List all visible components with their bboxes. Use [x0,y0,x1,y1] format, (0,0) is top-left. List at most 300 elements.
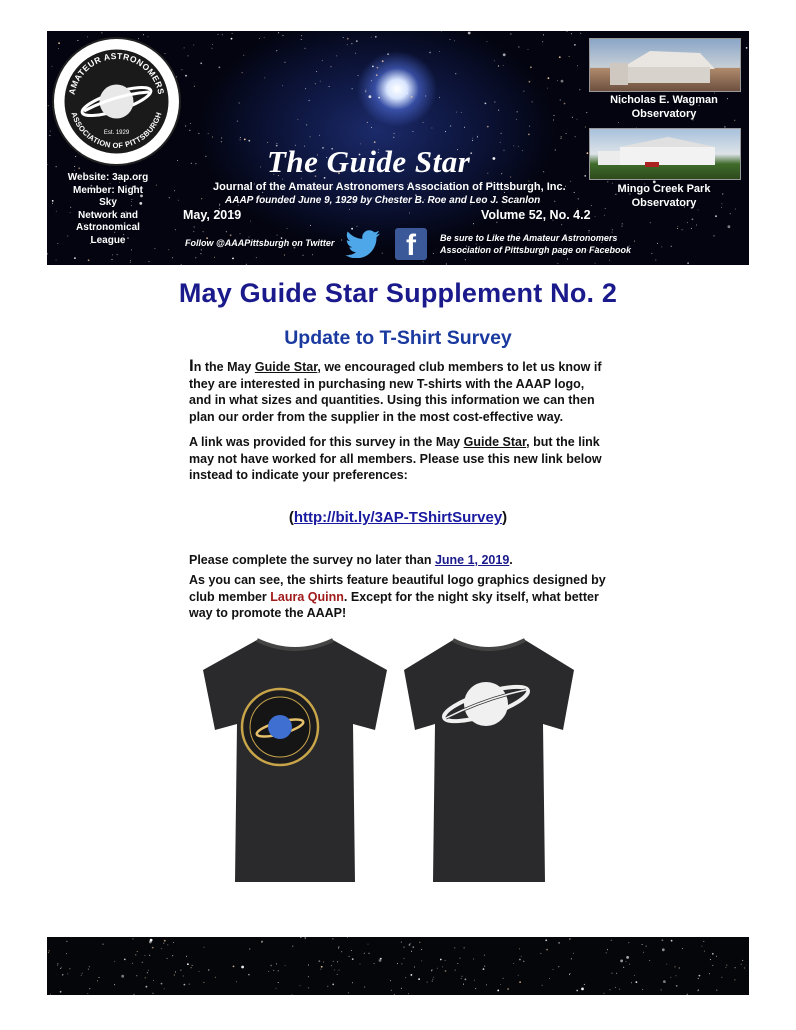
deadline-date: June 1, 2019 [434,553,510,567]
star [52,200,54,202]
star [405,977,406,978]
star [355,53,356,54]
star [322,60,323,61]
star [404,958,405,959]
star [670,977,671,978]
star [655,260,656,261]
star [610,989,611,990]
star [570,973,571,974]
star [259,38,260,39]
star [691,228,692,229]
star [173,942,174,943]
star [440,959,442,961]
text-run: , we encouraged club members to let us know if they are interested in purchasing new T-shirts with the AAAP logo, and in what sizes and quantities. Using this information we can then plan our order from the supplier in the most cost-effective way. [189,360,602,424]
star [305,48,306,49]
website-line: Website: 3ap.org [67,172,149,183]
star [74,166,75,167]
star [175,229,176,230]
star [439,51,440,52]
star [558,942,560,944]
star [532,101,533,102]
star [620,960,623,963]
star [336,55,337,56]
star [572,117,573,118]
star [358,75,359,76]
star [455,970,456,971]
article-heading: Update to T-Shirt Survey [284,327,512,349]
star [181,264,182,265]
aaap-seal-logo [52,37,181,166]
star [557,80,558,81]
star [609,260,610,261]
star [529,81,531,83]
star [195,257,196,258]
star [464,127,465,128]
star [411,975,412,976]
star [347,38,349,40]
wagman-observatory-label [589,93,739,121]
star [264,37,265,38]
star [282,85,283,86]
text-run: . Except for the night sky itself, what better way to promote the AAAP! [189,589,599,620]
star [357,226,358,227]
star [545,939,547,941]
star [401,942,402,943]
star [66,953,67,954]
star [703,941,704,942]
star [631,982,632,983]
star [142,962,143,963]
star [246,264,247,265]
star [214,257,215,258]
star [456,112,457,113]
facebook-line: Association of Pittsburgh page on Facebook [440,245,632,255]
star [634,975,635,976]
star [352,982,353,983]
star [167,944,168,945]
star [371,37,372,38]
star [397,963,398,964]
star [642,989,643,990]
star [663,980,666,983]
star [528,134,530,136]
star [308,965,309,966]
text-run: , but the link may not have worked for all members. Please use this new link below instead to indicate your preferences: [189,435,602,482]
star [579,89,580,90]
star [431,128,432,129]
star [114,984,115,985]
survey-link-line [0,509,796,526]
star [419,942,420,943]
star [581,988,584,991]
star [351,950,352,951]
star [369,95,372,98]
star [185,75,187,77]
star [103,944,104,945]
star [472,138,473,139]
star [172,257,173,258]
wagman-observatory-photo [589,38,741,92]
star [445,960,446,961]
star [651,253,652,254]
star [292,946,293,947]
star [203,231,204,232]
star [407,93,408,94]
star [189,984,190,985]
star [308,976,309,977]
guide-star-reference: Guide Star [463,435,527,449]
star [661,989,662,990]
star [501,173,502,174]
star [241,966,244,969]
star [267,142,268,143]
star [242,72,243,73]
star [50,994,51,995]
star [219,204,220,205]
star [301,39,302,40]
star [649,960,650,961]
membership-line: Astronomical League [76,222,140,246]
star [567,31,568,32]
star [343,37,344,38]
star [580,33,581,34]
star [240,137,241,138]
star [421,960,422,961]
star [347,44,348,45]
star [172,955,173,956]
star [316,71,317,72]
star [291,994,292,995]
star [504,150,505,151]
star [304,937,306,939]
star [616,973,617,974]
star [81,975,82,976]
svg-text:AMATEUR ASTRONOMERS: AMATEUR ASTRONOMERS [66,50,167,96]
observatory-name: Mingo Creek Park [617,183,711,195]
star [221,141,222,142]
star [130,260,131,261]
star [205,156,206,157]
star [401,963,402,964]
star [540,953,541,954]
star [203,982,204,983]
star [374,963,375,964]
star [516,119,517,120]
star [312,254,313,255]
star [450,126,451,127]
star [432,981,433,982]
star [48,952,49,953]
star [716,990,717,991]
star [218,34,219,35]
star [283,35,284,36]
star [445,970,447,972]
star [243,55,244,56]
star [730,213,731,214]
star [87,993,88,994]
star [169,197,170,198]
star [409,213,410,214]
star [180,970,181,971]
website-info [63,172,153,247]
star [347,937,348,938]
star [121,975,124,978]
star [332,938,333,939]
star [494,102,495,103]
star [49,135,50,136]
star [231,38,233,40]
star [248,140,250,142]
star [606,952,607,953]
star [455,73,456,74]
star [393,137,394,138]
facebook-icon[interactable]: f [395,228,427,260]
star [201,198,202,199]
star [569,939,570,940]
star [404,947,405,948]
star [57,963,58,964]
star [522,150,523,151]
star [574,192,575,193]
star [746,47,748,49]
star [734,979,735,980]
designer-name: Laura Quinn [270,589,344,604]
star [337,961,338,962]
star [278,982,279,983]
star [237,121,238,122]
star [183,976,184,977]
star [351,43,352,44]
twitter-bird-icon[interactable] [345,230,381,258]
star [561,80,564,83]
star [78,167,80,169]
paren-close: ) [502,509,508,526]
star [619,989,620,990]
star [208,969,209,970]
star [473,223,474,224]
star [153,993,154,994]
guide-star-reference: Guide Star [254,360,318,374]
star [153,980,154,981]
star [349,956,350,957]
star [446,264,447,265]
star [319,135,320,136]
star [725,967,726,968]
star [87,36,88,37]
star [543,34,544,35]
star [239,103,240,104]
star [233,966,235,968]
star [360,964,361,965]
star [503,65,504,66]
star [88,259,90,261]
star [236,981,237,982]
star [62,975,63,976]
star [626,961,627,962]
star [408,993,409,994]
star [67,973,68,974]
star [560,100,561,101]
star [571,33,572,34]
star [268,971,269,972]
star [184,984,186,986]
star [503,53,506,56]
star [338,947,339,948]
star [131,249,132,250]
star [161,983,163,985]
star [300,937,301,938]
star [315,83,316,84]
star [554,201,555,202]
star [433,253,434,254]
star [716,956,717,957]
star [323,962,324,963]
founded-line: AAAP founded June 9, 1929 by Chester B. Roe and Leo J. Scanlon [225,195,541,206]
star [699,975,701,977]
star [230,234,232,236]
star [74,170,75,171]
star [148,36,149,37]
star [622,223,623,224]
star [174,190,175,191]
star [339,970,340,971]
star [604,215,605,216]
star [622,226,623,227]
star [365,91,366,92]
star [439,97,440,98]
star [377,67,379,69]
star [297,119,298,120]
star [623,967,624,968]
survey-link[interactable]: http://bit.ly/3AP-TShirtSurvey [293,509,503,526]
star [301,35,302,36]
star [394,994,395,995]
star [643,952,644,953]
star [97,980,98,981]
star [401,988,402,989]
star [470,152,472,154]
paren-open: ( [288,509,294,526]
star [642,944,643,945]
star [701,946,702,947]
star [356,40,358,42]
star [201,249,202,250]
star [48,105,49,106]
star [636,981,638,983]
star [47,164,48,165]
star [573,953,574,954]
text-run: n the May [193,360,255,374]
star [338,948,339,949]
star [156,185,157,186]
star [432,979,433,980]
star [461,112,462,113]
star [249,949,250,950]
star [475,988,476,989]
star [547,88,548,89]
star [394,133,395,134]
star [382,253,383,254]
star [682,229,683,230]
star [437,968,438,969]
star [626,956,629,959]
star [418,978,420,980]
star [193,231,194,232]
star [164,988,165,989]
star [661,246,662,247]
star [260,167,261,168]
star [728,225,731,228]
star [611,940,612,941]
text-run: Please complete the survey no later than [189,553,435,567]
star [194,227,195,228]
star [222,34,223,35]
star [553,120,554,121]
star [152,947,154,949]
star [464,947,465,948]
journal-subtitle: Journal of the Amateur Astronomers Association of Pittsburgh, Inc. [213,181,566,193]
star [483,968,485,970]
star [650,222,651,223]
star [271,965,272,966]
star [310,225,311,226]
star [178,200,179,201]
star [412,131,413,132]
star [278,32,279,33]
star [698,990,699,991]
star [710,959,711,960]
facebook-line: Be sure to Like the Amateur Astronomers [440,233,618,243]
star [498,65,499,66]
star [66,941,67,942]
star [275,988,276,989]
star [450,39,451,40]
star [454,40,455,41]
star [309,100,310,101]
star [49,950,50,951]
star [557,263,558,264]
star [285,965,286,966]
star [646,946,647,947]
star [52,66,53,67]
star [530,66,532,68]
mingo-creek-observatory-label [589,182,739,210]
star [56,166,57,167]
star [248,974,250,976]
star [52,203,53,204]
star [662,948,665,951]
star [569,974,570,975]
star [474,980,475,981]
star [89,966,90,967]
star [561,136,562,137]
star [472,140,473,141]
star [576,990,578,992]
star [264,77,265,78]
star [256,257,257,258]
star [477,137,478,138]
star [133,938,134,939]
star [493,157,496,160]
star [374,141,376,143]
star [308,987,309,988]
star [69,968,70,969]
star [704,951,705,952]
star [501,133,502,134]
intro-paragraph [189,358,609,425]
star [47,253,48,254]
star [692,218,694,220]
